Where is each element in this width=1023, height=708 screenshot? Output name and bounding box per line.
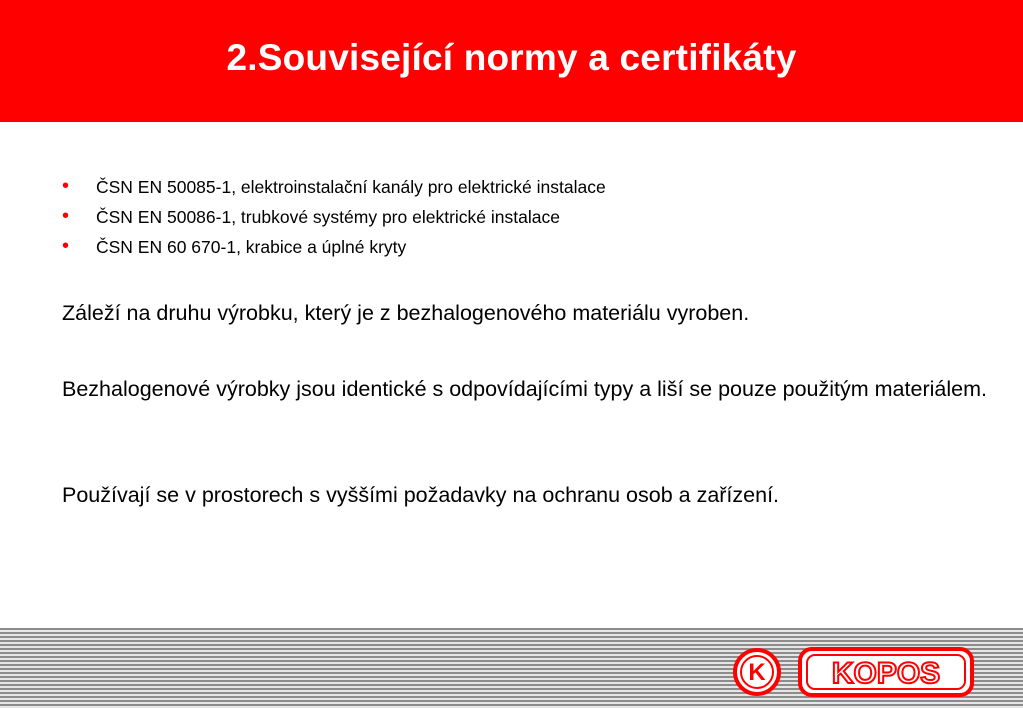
paragraph: Bezhalogenové výrobky jsou identické s odpovídajícími typy a liší se pouze použitým materiálem. (62, 377, 987, 401)
paragraph: Záleží na druhu výrobku, který je z bezhalogenového materiálu vyroben. (62, 301, 750, 325)
slide-title: 2.Související normy a certifikáty (226, 37, 797, 78)
bullet-list (62, 176, 606, 266)
title-bar (0, 0, 1023, 122)
bullet-text: ČSN EN 60 670-1, krabice a úplné kryty (96, 237, 407, 257)
kopos-logo (732, 646, 974, 698)
bullet-icon: • (62, 175, 70, 197)
bullet-item (62, 206, 606, 236)
bullet-item (62, 236, 606, 266)
bullet-icon: • (62, 235, 70, 257)
bullet-icon: • (62, 205, 70, 227)
bullet-text: ČSN EN 50086-1, trubkové systémy pro elektrické instalace (96, 207, 560, 227)
logo-letter: K (748, 659, 766, 686)
paragraph: Používají se v prostorech s vyššími požadavky na ochranu osob a zařízení. (62, 483, 780, 507)
bullet-text: ČSN EN 50085-1, elektroinstalační kanály pro elektrické instalace (96, 177, 606, 197)
bullet-item (62, 176, 606, 206)
logo-text: KOPOS (831, 657, 941, 690)
